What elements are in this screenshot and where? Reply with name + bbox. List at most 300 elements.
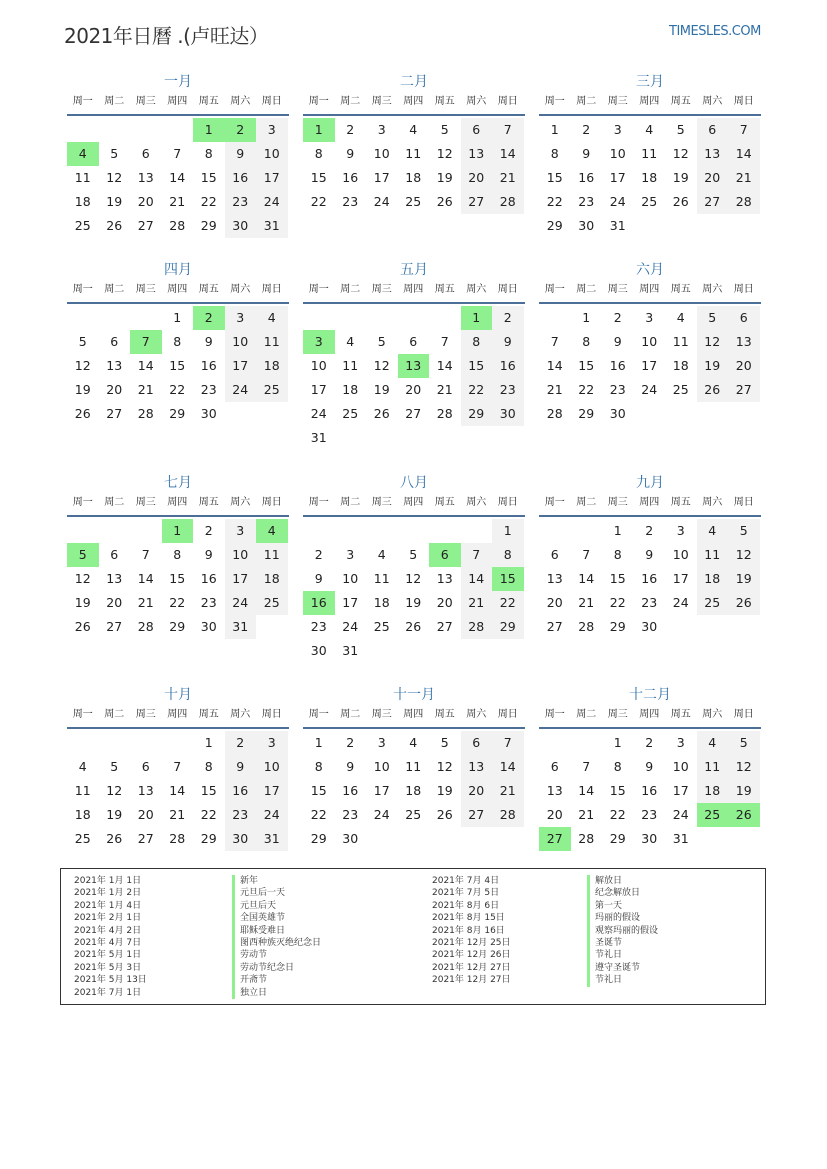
day-cell[interactable]: 28 xyxy=(436,406,453,421)
day-cell[interactable]: 9 xyxy=(225,142,257,166)
day-cell[interactable]: 5 xyxy=(676,122,685,137)
day-cell[interactable]: 31 xyxy=(342,643,359,658)
day-cell[interactable]: 30 xyxy=(641,619,658,634)
day-cell[interactable]: 18 xyxy=(697,779,729,803)
day-cell[interactable]: 31 xyxy=(225,615,257,639)
day-cell[interactable]: 28 xyxy=(578,619,595,634)
day-cell[interactable]: 7 xyxy=(728,118,760,142)
day-cell[interactable]: 17 xyxy=(256,779,288,803)
day-cell[interactable]: 23 xyxy=(641,595,658,610)
day-cell[interactable]: 18 xyxy=(342,382,359,397)
day-cell[interactable]: 12 xyxy=(672,146,689,161)
day-cell[interactable]: 1 xyxy=(492,519,524,543)
day-cell[interactable]: 13 xyxy=(697,142,729,166)
day-cell[interactable]: 21 xyxy=(546,382,563,397)
day-cell[interactable]: 9 xyxy=(204,547,213,562)
day-cell[interactable]: 11 xyxy=(74,783,91,798)
day-cell[interactable]: 28 xyxy=(492,190,524,214)
day-cell[interactable]: 7 xyxy=(550,334,559,349)
day-cell[interactable]: 1 xyxy=(613,735,622,750)
day-cell[interactable]: 2 xyxy=(613,310,622,325)
day-cell[interactable]: 21 xyxy=(137,382,154,397)
day-cell[interactable]: 5 xyxy=(697,306,729,330)
day-cell[interactable]: 23 xyxy=(310,619,327,634)
day-cell[interactable]: 12 xyxy=(728,543,760,567)
day-cell[interactable]: 7 xyxy=(582,547,591,562)
day-cell[interactable]: 25 xyxy=(256,378,288,402)
day-cell[interactable]: 27 xyxy=(539,827,571,851)
day-cell[interactable]: 13 xyxy=(106,358,123,373)
day-cell[interactable]: 17 xyxy=(609,170,626,185)
day-cell[interactable]: 13 xyxy=(728,330,760,354)
day-cell[interactable]: 29 xyxy=(200,831,217,846)
day-cell[interactable]: 19 xyxy=(74,382,91,397)
day-cell[interactable]: 19 xyxy=(728,779,760,803)
day-cell[interactable]: 30 xyxy=(578,218,595,233)
day-cell[interactable]: 12 xyxy=(373,358,390,373)
day-cell[interactable]: 20 xyxy=(106,595,123,610)
day-cell[interactable]: 2 xyxy=(645,523,654,538)
day-cell[interactable]: 1 xyxy=(314,735,323,750)
day-cell[interactable]: 30 xyxy=(225,827,257,851)
day-cell[interactable]: 1 xyxy=(173,310,182,325)
day-cell[interactable]: 16 xyxy=(492,354,524,378)
day-cell[interactable]: 2 xyxy=(314,547,323,562)
day-cell[interactable]: 10 xyxy=(373,146,390,161)
day-cell[interactable]: 18 xyxy=(641,170,658,185)
day-cell[interactable]: 26 xyxy=(74,619,91,634)
day-cell[interactable]: 28 xyxy=(169,831,186,846)
day-cell[interactable]: 7 xyxy=(130,330,162,354)
day-cell[interactable]: 30 xyxy=(200,406,217,421)
day-cell[interactable]: 4 xyxy=(645,122,654,137)
day-cell[interactable]: 18 xyxy=(405,783,422,798)
day-cell[interactable]: 3 xyxy=(346,547,355,562)
day-cell[interactable]: 10 xyxy=(256,755,288,779)
day-cell[interactable]: 6 xyxy=(110,334,119,349)
day-cell[interactable]: 27 xyxy=(546,619,563,634)
day-cell[interactable]: 17 xyxy=(373,783,390,798)
day-cell[interactable]: 20 xyxy=(405,382,422,397)
day-cell[interactable]: 10 xyxy=(225,330,257,354)
day-cell[interactable]: 6 xyxy=(461,118,493,142)
day-cell[interactable]: 23 xyxy=(225,190,257,214)
day-cell[interactable]: 16 xyxy=(225,779,257,803)
day-cell[interactable]: 30 xyxy=(342,831,359,846)
day-cell[interactable]: 25 xyxy=(74,831,91,846)
day-cell[interactable]: 3 xyxy=(225,306,257,330)
day-cell[interactable]: 11 xyxy=(697,755,729,779)
day-cell[interactable]: 25 xyxy=(256,591,288,615)
day-cell[interactable]: 13 xyxy=(436,571,453,586)
day-cell[interactable]: 10 xyxy=(225,543,257,567)
day-cell[interactable]: 9 xyxy=(645,547,654,562)
day-cell[interactable]: 24 xyxy=(310,406,327,421)
day-cell[interactable]: 14 xyxy=(169,783,186,798)
day-cell[interactable]: 8 xyxy=(173,547,182,562)
day-cell[interactable]: 16 xyxy=(200,571,217,586)
day-cell[interactable]: 19 xyxy=(436,783,453,798)
day-cell[interactable]: 4 xyxy=(697,731,729,755)
day-cell[interactable]: 29 xyxy=(609,831,626,846)
day-cell[interactable]: 27 xyxy=(106,619,123,634)
day-cell[interactable]: 14 xyxy=(137,571,154,586)
day-cell[interactable]: 23 xyxy=(609,382,626,397)
day-cell[interactable]: 8 xyxy=(314,759,323,774)
day-cell[interactable]: 27 xyxy=(461,190,493,214)
day-cell[interactable]: 22 xyxy=(310,194,327,209)
day-cell[interactable]: 9 xyxy=(645,759,654,774)
day-cell[interactable]: 31 xyxy=(672,831,689,846)
day-cell[interactable]: 3 xyxy=(676,523,685,538)
day-cell[interactable]: 17 xyxy=(310,382,327,397)
day-cell[interactable]: 7 xyxy=(492,731,524,755)
day-cell[interactable]: 25 xyxy=(672,382,689,397)
day-cell[interactable]: 15 xyxy=(169,358,186,373)
day-cell[interactable]: 27 xyxy=(137,831,154,846)
day-cell[interactable]: 8 xyxy=(550,146,559,161)
day-cell[interactable]: 20 xyxy=(137,194,154,209)
day-cell[interactable]: 11 xyxy=(256,543,288,567)
day-cell[interactable]: 3 xyxy=(613,122,622,137)
day-cell[interactable]: 29 xyxy=(169,406,186,421)
day-cell[interactable]: 6 xyxy=(110,547,119,562)
day-cell[interactable]: 13 xyxy=(398,354,430,378)
day-cell[interactable]: 11 xyxy=(697,543,729,567)
day-cell[interactable]: 4 xyxy=(676,310,685,325)
day-cell[interactable]: 22 xyxy=(200,807,217,822)
day-cell[interactable]: 9 xyxy=(346,759,355,774)
day-cell[interactable]: 16 xyxy=(342,783,359,798)
day-cell[interactable]: 17 xyxy=(342,595,359,610)
day-cell[interactable]: 11 xyxy=(672,334,689,349)
day-cell[interactable]: 29 xyxy=(310,831,327,846)
day-cell[interactable]: 29 xyxy=(461,402,493,426)
day-cell[interactable]: 14 xyxy=(436,358,453,373)
day-cell[interactable]: 2 xyxy=(225,731,257,755)
day-cell[interactable]: 28 xyxy=(492,803,524,827)
day-cell[interactable]: 21 xyxy=(492,166,524,190)
day-cell[interactable]: 30 xyxy=(310,643,327,658)
day-cell[interactable]: 22 xyxy=(461,378,493,402)
day-cell[interactable]: 19 xyxy=(373,382,390,397)
day-cell[interactable]: 20 xyxy=(546,595,563,610)
day-cell[interactable]: 2 xyxy=(582,122,591,137)
day-cell[interactable]: 12 xyxy=(74,358,91,373)
day-cell[interactable]: 18 xyxy=(405,170,422,185)
day-cell[interactable]: 14 xyxy=(492,142,524,166)
day-cell[interactable]: 9 xyxy=(314,571,323,586)
day-cell[interactable]: 5 xyxy=(78,334,87,349)
day-cell[interactable]: 21 xyxy=(728,166,760,190)
day-cell[interactable]: 22 xyxy=(609,807,626,822)
day-cell[interactable]: 3 xyxy=(303,330,335,354)
day-cell[interactable]: 29 xyxy=(200,218,217,233)
day-cell[interactable]: 3 xyxy=(676,735,685,750)
day-cell[interactable]: 1 xyxy=(162,519,194,543)
day-cell[interactable]: 6 xyxy=(550,759,559,774)
day-cell[interactable]: 1 xyxy=(303,118,335,142)
day-cell[interactable]: 26 xyxy=(74,406,91,421)
day-cell[interactable]: 18 xyxy=(256,354,288,378)
day-cell[interactable]: 8 xyxy=(173,334,182,349)
day-cell[interactable]: 9 xyxy=(613,334,622,349)
day-cell[interactable]: 13 xyxy=(546,783,563,798)
day-cell[interactable]: 23 xyxy=(641,807,658,822)
day-cell[interactable]: 3 xyxy=(377,735,386,750)
day-cell[interactable]: 26 xyxy=(728,803,760,827)
day-cell[interactable]: 22 xyxy=(200,194,217,209)
day-cell[interactable]: 2 xyxy=(645,735,654,750)
day-cell[interactable]: 5 xyxy=(728,731,760,755)
day-cell[interactable]: 15 xyxy=(609,783,626,798)
day-cell[interactable]: 4 xyxy=(377,547,386,562)
day-cell[interactable]: 14 xyxy=(492,755,524,779)
day-cell[interactable]: 13 xyxy=(137,783,154,798)
day-cell[interactable]: 2 xyxy=(193,306,225,330)
day-cell[interactable]: 22 xyxy=(609,595,626,610)
day-cell[interactable]: 21 xyxy=(578,807,595,822)
day-cell[interactable]: 15 xyxy=(461,354,493,378)
day-cell[interactable]: 24 xyxy=(373,807,390,822)
day-cell[interactable]: 14 xyxy=(578,783,595,798)
day-cell[interactable]: 6 xyxy=(409,334,418,349)
day-cell[interactable]: 6 xyxy=(550,547,559,562)
day-cell[interactable]: 20 xyxy=(461,166,493,190)
day-cell[interactable]: 19 xyxy=(106,807,123,822)
day-cell[interactable]: 2 xyxy=(204,523,213,538)
day-cell[interactable]: 8 xyxy=(204,146,213,161)
day-cell[interactable]: 16 xyxy=(641,783,658,798)
day-cell[interactable]: 4 xyxy=(256,306,288,330)
day-cell[interactable]: 17 xyxy=(225,567,257,591)
day-cell[interactable]: 16 xyxy=(303,591,335,615)
day-cell[interactable]: 11 xyxy=(342,358,359,373)
day-cell[interactable]: 3 xyxy=(377,122,386,137)
day-cell[interactable]: 24 xyxy=(672,595,689,610)
day-cell[interactable]: 30 xyxy=(200,619,217,634)
day-cell[interactable]: 11 xyxy=(74,170,91,185)
day-cell[interactable]: 27 xyxy=(728,378,760,402)
day-cell[interactable]: 27 xyxy=(697,190,729,214)
day-cell[interactable]: 1 xyxy=(193,118,225,142)
day-cell[interactable]: 10 xyxy=(342,571,359,586)
day-cell[interactable]: 5 xyxy=(440,122,449,137)
day-cell[interactable]: 19 xyxy=(436,170,453,185)
day-cell[interactable]: 8 xyxy=(492,543,524,567)
day-cell[interactable]: 25 xyxy=(405,194,422,209)
day-cell[interactable]: 26 xyxy=(106,831,123,846)
day-cell[interactable]: 4 xyxy=(67,142,99,166)
day-cell[interactable]: 6 xyxy=(697,118,729,142)
day-cell[interactable]: 29 xyxy=(546,218,563,233)
day-cell[interactable]: 20 xyxy=(546,807,563,822)
day-cell[interactable]: 12 xyxy=(74,571,91,586)
day-cell[interactable]: 17 xyxy=(373,170,390,185)
day-cell[interactable]: 10 xyxy=(256,142,288,166)
day-cell[interactable]: 1 xyxy=(613,523,622,538)
day-cell[interactable]: 15 xyxy=(200,783,217,798)
day-cell[interactable]: 20 xyxy=(137,807,154,822)
day-cell[interactable]: 26 xyxy=(405,619,422,634)
day-cell[interactable]: 30 xyxy=(492,402,524,426)
day-cell[interactable]: 16 xyxy=(578,170,595,185)
day-cell[interactable]: 28 xyxy=(578,831,595,846)
day-cell[interactable]: 21 xyxy=(461,591,493,615)
day-cell[interactable]: 25 xyxy=(697,591,729,615)
day-cell[interactable]: 11 xyxy=(373,571,390,586)
day-cell[interactable]: 23 xyxy=(492,378,524,402)
day-cell[interactable]: 29 xyxy=(492,615,524,639)
day-cell[interactable]: 1 xyxy=(550,122,559,137)
day-cell[interactable]: 1 xyxy=(582,310,591,325)
day-cell[interactable]: 8 xyxy=(613,547,622,562)
day-cell[interactable]: 2 xyxy=(346,735,355,750)
day-cell[interactable]: 12 xyxy=(405,571,422,586)
day-cell[interactable]: 26 xyxy=(436,807,453,822)
day-cell[interactable]: 10 xyxy=(609,146,626,161)
day-cell[interactable]: 20 xyxy=(728,354,760,378)
day-cell[interactable]: 9 xyxy=(225,755,257,779)
day-cell[interactable]: 24 xyxy=(256,803,288,827)
day-cell[interactable]: 21 xyxy=(436,382,453,397)
day-cell[interactable]: 13 xyxy=(546,571,563,586)
day-cell[interactable]: 4 xyxy=(697,519,729,543)
day-cell[interactable]: 19 xyxy=(697,354,729,378)
day-cell[interactable]: 21 xyxy=(492,779,524,803)
day-cell[interactable]: 7 xyxy=(461,543,493,567)
day-cell[interactable]: 18 xyxy=(74,807,91,822)
day-cell[interactable]: 2 xyxy=(492,306,524,330)
day-cell[interactable]: 11 xyxy=(405,146,422,161)
day-cell[interactable]: 9 xyxy=(204,334,213,349)
day-cell[interactable]: 29 xyxy=(578,406,595,421)
day-cell[interactable]: 15 xyxy=(200,170,217,185)
day-cell[interactable]: 28 xyxy=(461,615,493,639)
day-cell[interactable]: 21 xyxy=(578,595,595,610)
day-cell[interactable]: 3 xyxy=(645,310,654,325)
day-cell[interactable]: 14 xyxy=(137,358,154,373)
day-cell[interactable]: 28 xyxy=(137,406,154,421)
day-cell[interactable]: 22 xyxy=(310,807,327,822)
day-cell[interactable]: 30 xyxy=(609,406,626,421)
day-cell[interactable]: 28 xyxy=(728,190,760,214)
day-cell[interactable]: 3 xyxy=(256,731,288,755)
day-cell[interactable]: 4 xyxy=(256,519,288,543)
day-cell[interactable]: 10 xyxy=(641,334,658,349)
day-cell[interactable]: 29 xyxy=(609,619,626,634)
day-cell[interactable]: 28 xyxy=(169,218,186,233)
day-cell[interactable]: 4 xyxy=(346,334,355,349)
day-cell[interactable]: 8 xyxy=(461,330,493,354)
day-cell[interactable]: 7 xyxy=(440,334,449,349)
day-cell[interactable]: 24 xyxy=(609,194,626,209)
day-cell[interactable]: 23 xyxy=(342,807,359,822)
day-cell[interactable]: 8 xyxy=(314,146,323,161)
day-cell[interactable]: 19 xyxy=(74,595,91,610)
day-cell[interactable]: 18 xyxy=(256,567,288,591)
site-name[interactable]: TIMESLES.COM xyxy=(669,24,761,39)
day-cell[interactable]: 5 xyxy=(728,519,760,543)
day-cell[interactable]: 14 xyxy=(169,170,186,185)
day-cell[interactable]: 25 xyxy=(405,807,422,822)
day-cell[interactable]: 10 xyxy=(672,759,689,774)
day-cell[interactable]: 3 xyxy=(256,118,288,142)
day-cell[interactable]: 6 xyxy=(461,731,493,755)
day-cell[interactable]: 24 xyxy=(256,190,288,214)
day-cell[interactable]: 22 xyxy=(578,382,595,397)
day-cell[interactable]: 30 xyxy=(641,831,658,846)
day-cell[interactable]: 12 xyxy=(728,755,760,779)
day-cell[interactable]: 15 xyxy=(310,170,327,185)
day-cell[interactable]: 25 xyxy=(641,194,658,209)
day-cell[interactable]: 5 xyxy=(110,146,119,161)
day-cell[interactable]: 6 xyxy=(429,543,461,567)
day-cell[interactable]: 27 xyxy=(106,406,123,421)
day-cell[interactable]: 3 xyxy=(225,519,257,543)
day-cell[interactable]: 28 xyxy=(137,619,154,634)
day-cell[interactable]: 15 xyxy=(310,783,327,798)
day-cell[interactable]: 2 xyxy=(225,118,257,142)
day-cell[interactable]: 20 xyxy=(461,779,493,803)
day-cell[interactable]: 8 xyxy=(613,759,622,774)
day-cell[interactable]: 19 xyxy=(106,194,123,209)
day-cell[interactable]: 17 xyxy=(256,166,288,190)
day-cell[interactable]: 19 xyxy=(728,567,760,591)
day-cell[interactable]: 12 xyxy=(436,759,453,774)
day-cell[interactable]: 16 xyxy=(342,170,359,185)
day-cell[interactable]: 25 xyxy=(74,218,91,233)
day-cell[interactable]: 24 xyxy=(672,807,689,822)
day-cell[interactable]: 31 xyxy=(256,827,288,851)
day-cell[interactable]: 27 xyxy=(405,406,422,421)
day-cell[interactable]: 12 xyxy=(697,330,729,354)
day-cell[interactable]: 12 xyxy=(436,146,453,161)
day-cell[interactable]: 27 xyxy=(436,619,453,634)
day-cell[interactable]: 23 xyxy=(200,595,217,610)
day-cell[interactable]: 12 xyxy=(106,783,123,798)
day-cell[interactable]: 23 xyxy=(200,382,217,397)
day-cell[interactable]: 26 xyxy=(436,194,453,209)
day-cell[interactable]: 23 xyxy=(342,194,359,209)
day-cell[interactable]: 28 xyxy=(546,406,563,421)
day-cell[interactable]: 27 xyxy=(461,803,493,827)
day-cell[interactable]: 9 xyxy=(582,146,591,161)
day-cell[interactable]: 25 xyxy=(697,803,729,827)
day-cell[interactable]: 14 xyxy=(578,571,595,586)
day-cell[interactable]: 26 xyxy=(697,378,729,402)
day-cell[interactable]: 9 xyxy=(492,330,524,354)
day-cell[interactable]: 23 xyxy=(578,194,595,209)
day-cell[interactable]: 17 xyxy=(672,571,689,586)
day-cell[interactable]: 11 xyxy=(256,330,288,354)
day-cell[interactable]: 15 xyxy=(546,170,563,185)
day-cell[interactable]: 4 xyxy=(409,735,418,750)
day-cell[interactable]: 1 xyxy=(461,306,493,330)
day-cell[interactable]: 24 xyxy=(373,194,390,209)
day-cell[interactable]: 19 xyxy=(405,595,422,610)
day-cell[interactable]: 4 xyxy=(78,759,87,774)
day-cell[interactable]: 26 xyxy=(728,591,760,615)
day-cell[interactable]: 22 xyxy=(546,194,563,209)
day-cell[interactable]: 16 xyxy=(200,358,217,373)
day-cell[interactable]: 26 xyxy=(106,218,123,233)
day-cell[interactable]: 18 xyxy=(672,358,689,373)
day-cell[interactable]: 22 xyxy=(169,595,186,610)
day-cell[interactable]: 13 xyxy=(106,571,123,586)
day-cell[interactable]: 7 xyxy=(141,547,150,562)
day-cell[interactable]: 18 xyxy=(373,595,390,610)
